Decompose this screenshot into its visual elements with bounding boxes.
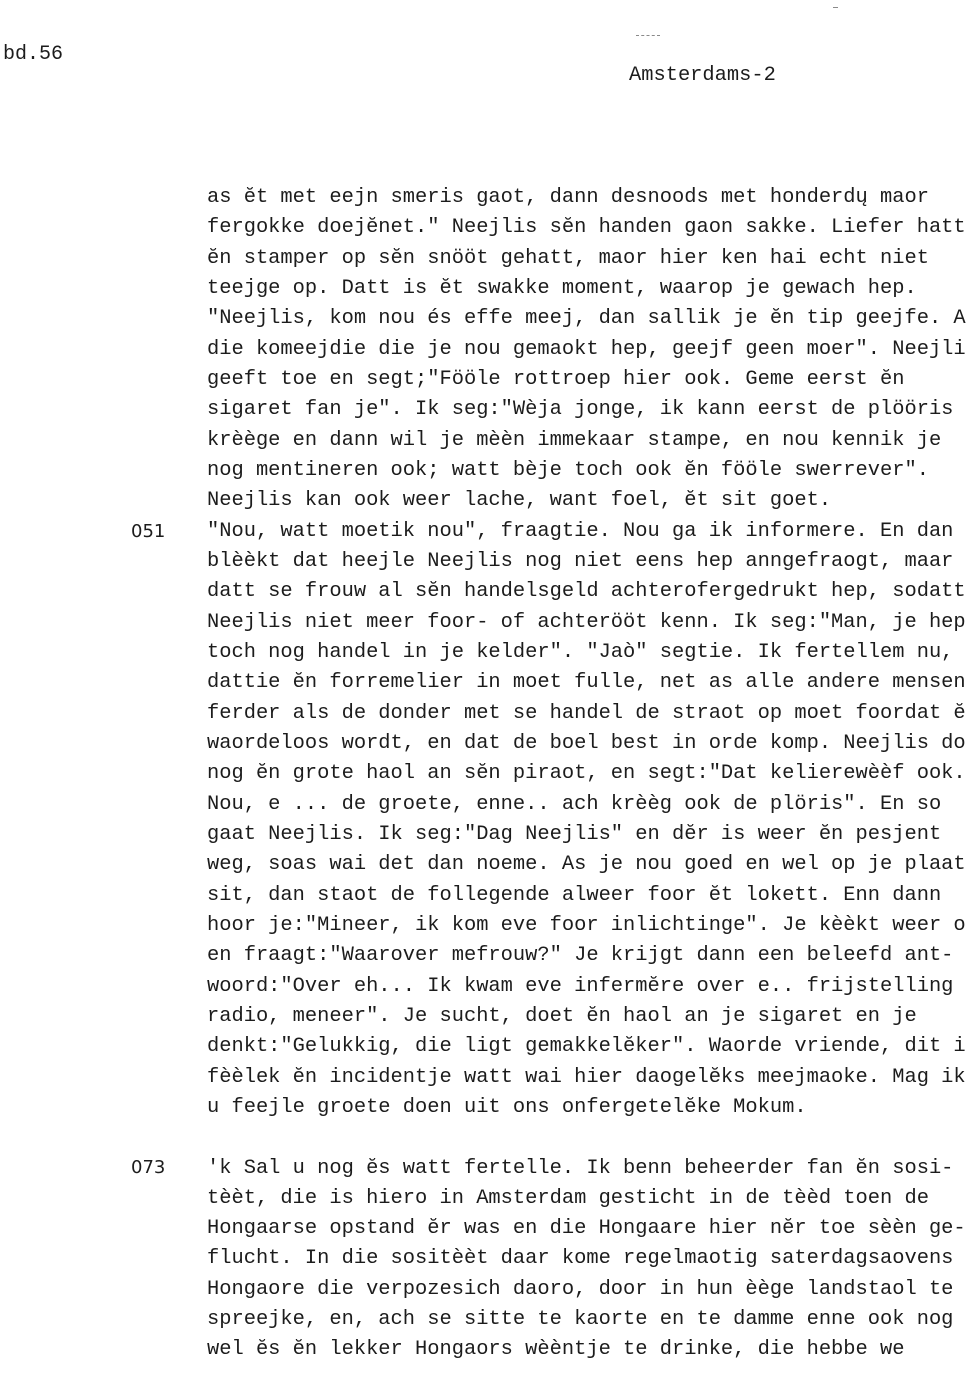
text-line: nog mentineren ook; watt bèje toch ook ĕn fööle swerrever".	[207, 458, 929, 482]
text-line: u feejle groete doen uit ons onfergetelĕke Mokum.	[207, 1095, 807, 1119]
margin-number-first: 051	[131, 521, 166, 542]
text-line: spreejke, en, ach se sitte te kaorte en te damme enne ook nog	[207, 1308, 954, 1332]
text-line: flucht. In die sositèèt daar kome regelmaotig saterdagsaovens	[207, 1247, 954, 1271]
text-line: radio, meneer". Je sucht, doet ĕn haol an je sigaret en je	[207, 1004, 917, 1028]
page-title: Amsterdams-2	[629, 64, 776, 87]
text-line: woord:"Over eh... Ik kwam eve infermĕre over e.. frijstelling	[207, 974, 954, 998]
text-line: denkt:"Gelukkig, die ligt gemakkelĕker". Waorde vriende, dit i	[207, 1035, 966, 1059]
text-line: datt se frouw al sĕn handelsgeld achterofergedrukt hep, sodatt	[207, 580, 966, 604]
text-line: hoor je:"Mineer, ik kom eve foor inlichtinge". Je kèèkt weer o	[207, 913, 966, 937]
text-line: Hongaarse opstand ĕr was en die Hongaare hier nĕr toe sèèn ge-	[207, 1217, 966, 1241]
page-reference: bd.56	[3, 43, 64, 66]
text-line: gaat Neejlis. Ik seg:"Dag Neejlis" en dĕr is weer ĕn pesjent	[207, 822, 942, 846]
text-line: "Neejlis, kom nou és effe meej, dan sallik je ĕn tip geejfe. A	[207, 307, 966, 331]
text-line: toch nog handel in je kelder". "Jaò" segtie. Ik fertellem nu,	[207, 640, 954, 664]
stray-tick-mark	[833, 7, 838, 8]
text-line: as ĕt met eejn smeris gaot, dann desnoods met honderdų maor	[207, 186, 929, 209]
text-line: Neejlis niet meer foor- of achterööt kenn. Ik seg:"Man, je hep	[207, 610, 966, 634]
text-line: wel ĕs ĕn lekker Hongaors wèèntje te drinke, die hebbe we	[207, 1338, 905, 1362]
text-line: ferder als de donder met se handel de straot op moet foordat ĕ	[207, 701, 966, 725]
text-line: geeft toe en segt;"Fööle rottroep hier ook. Geme eerst ĕn	[207, 367, 905, 391]
text-line: blèèkt dat heejle Neejlis nog niet eens hep anngefraogt, maar	[207, 549, 954, 573]
text-line: fèèlek ĕn incidentje watt wai hier daogelĕks meejmaoke. Mag ik	[207, 1065, 966, 1089]
text-line: Neejlis kan ook weer lache, want foel, ĕt sit goet.	[207, 489, 832, 513]
text-line: tèèt, die is hiero in Amsterdam gesticht in de tèèd toen de	[207, 1186, 929, 1210]
text-line: weg, soas wai det dan noeme. As je nou goed en wel op je plaat	[207, 853, 966, 877]
text-line: sigaret fan je". Ik seg:"Wèja jonge, ik kann eerst de plööris	[207, 398, 954, 422]
text-line: en fraagt:"Waarover mefrouw?" Je krijgt dann een beleefd ant-	[207, 944, 954, 968]
text-line: Hongaore die verpozesich daoro, door in hun èège landstaol te	[207, 1277, 954, 1301]
text-line: die komeejdie die je nou gemaokt hep, geejf geen moer". Neejli	[207, 337, 966, 361]
margin-number-second: 073	[131, 1157, 166, 1178]
text-line: dattie ĕn forremelier in moet fulle, net as alle andere mensen	[207, 671, 966, 695]
text-line: fergokke doejĕnet." Neejlis sĕn handen gaon sakke. Liefer hatt	[207, 216, 966, 240]
text-line: nog ĕn grote haol an sĕn piraot, en segt:"Dat kelierewèèf ook.	[207, 762, 966, 786]
text-line: ĕn stamper op sĕn snööt gehatt, maor hier ken hai echt niet	[207, 246, 929, 270]
stray-dash-marks	[636, 35, 660, 36]
text-line: sit, dan staot de follegende alweer foor ĕt lokett. Enn dann	[207, 883, 942, 907]
text-line: teejge op. Datt is ĕt swakke moment, waarop je gewach hep.	[207, 276, 917, 300]
text-line: 'k Sal u nog ĕs watt fertelle. Ik benn beheerder fan ĕn sosi-	[207, 1156, 954, 1180]
paragraph-gap	[207, 1123, 979, 1153]
text-line: "Nou, watt moetik nou", fraagtie. Nou ga ik informere. En dan	[207, 519, 954, 543]
text-line: waordeloos wordt, en dat de boel best in orde komp. Neejlis do	[207, 731, 966, 755]
text-line: Nou, e ... de groete, enne.. ach krèèg ook de plöris". En so	[207, 792, 942, 816]
text-line: krèège en dann wil je mèèn immekaar stampe, en nou kennik je	[207, 428, 942, 452]
document-body	[207, 183, 979, 1366]
